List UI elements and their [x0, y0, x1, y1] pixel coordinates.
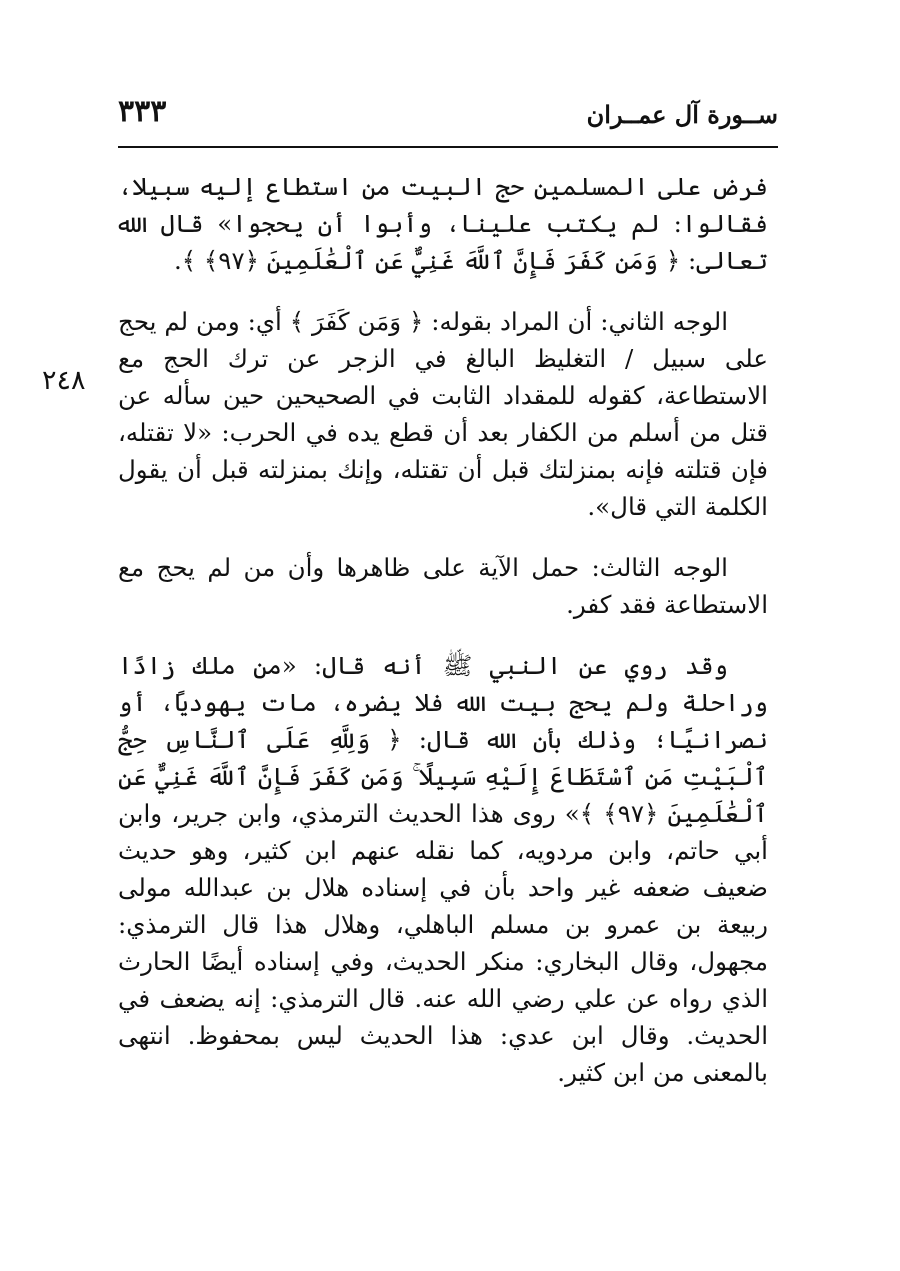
paragraph-4: وقد روي عن النبي ﷺ أنه قال: «من ملك زادًا وراحلة ولم يحج بيت الله فلا يضره، مات يهوديًا، أو نصرانيًا؛ وذلك بأن الله قال: ﴿ وَلِلَّهِ عَلَى ٱلنَّاسِ حِجُّ ٱلْبَيْتِ مَنِ ٱسْتَطَاعَ إِلَيْهِ سَبِيلًا ۚ وَمَن كَفَرَ فَإِنَّ ٱللَّهَ غَنِيٌّ عَنِ ٱلْعَٰلَمِينَ ﴿٩٧﴾ ﴾» روى هذا الحديث الترمذي، وابن جرير، وابن أبي حاتم، وابن مردويه، كما نقله عنهم ابن كثير، وهو حديث ضعيف ضعفه غير واحد بأن في إسناده هلال بن عبدالله مولى ربيعة بن عمرو بن مسلم الباهلي، وهلال هذا قال الترمذي: مجهول، وقال البخاري: منكر الحديث، وفي إسناده أيضًا الحارث الذي رواه عن علي رضي الله عنه. قال الترمذي: إنه يضعف في الحديث. وقال ابن عدي: هذا الحديث ليس بمحفوظ. انتهى بالمعنى من ابن كثير.: [118, 651, 768, 1087]
paragraph-3: الوجه الثالث: حمل الآية على ظاهرها وأن من لم يحج مع الاستطاعة فقد كفر.: [118, 553, 768, 619]
page-body: [118, 168, 768, 1115]
margin-page-reference: ٢٤٨: [42, 365, 86, 396]
surah-title: ســورة آل عمــران: [586, 100, 778, 129]
header-divider: [118, 146, 778, 148]
page-number: ٣٣٣: [118, 94, 167, 129]
paragraph-1: فرض على المسلمين حج البيت من استطاع إليه سبيلا، فقالوا: لم يكتب علينا، وأبوا أن يحجوا» قال الله تعالى: ﴿ وَمَن كَفَرَ فَإِنَّ ٱللَّهَ غَنِيٌّ عَنِ ٱلْعَٰلَمِينَ ﴿٩٧﴾ ﴾.: [118, 172, 768, 275]
page-header: [118, 92, 778, 146]
paragraph-2: الوجه الثاني: أن المراد بقوله: ﴿ وَمَن كَفَرَ ﴾ أي: ومن لم يحج على سبيل / التغليظ البالغ في الزجر عن ترك الحج مع الاستطاعة، كقوله للمقداد الثابت في الصحيحين حين سأله عن قتل من أسلم من الكفار بعد أن قطع يده في الحرب: «لا تقتله، فإن قتلته فإنه بمنزلتك قبل أن تقتله، وإنك بمنزلته قبل أن يقول الكلمة التي قال».: [118, 307, 768, 521]
